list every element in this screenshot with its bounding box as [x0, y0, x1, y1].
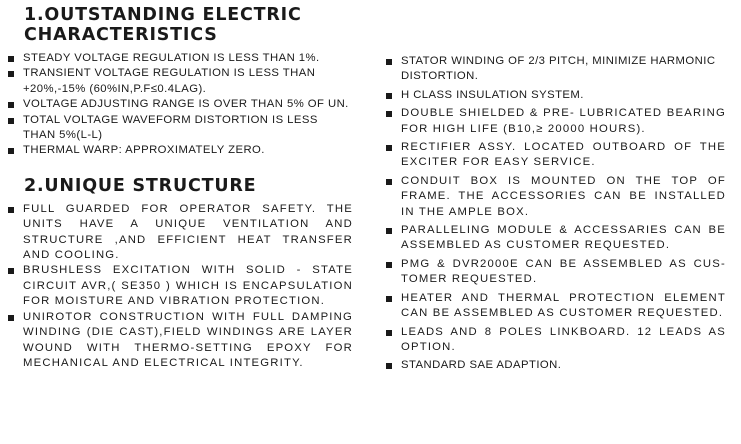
square-bullet-icon: [386, 179, 392, 185]
left-column: [8, 0, 353, 371]
list-item: DOUBLE SHIELDED & PRE- LUBRICATED BEARING FOR HIGH LIFE (B10,≥ 20000 HOURS).: [386, 106, 726, 137]
square-bullet-icon: [8, 148, 14, 154]
square-bullet-icon: [8, 118, 14, 124]
list-item: TRANSIENT VOLTAGE REGULATION IS LESS THAN +20%,-15% (60%IN,P.F≤0.4LAG).: [8, 66, 353, 97]
square-bullet-icon: [8, 207, 14, 213]
square-bullet-icon: [8, 56, 14, 62]
list-item: CONDUIT BOX IS MOUNTED ON THE TOP OF FRAME. THE ACCESSORIES CAN BE INSTALLED IN THE AMPLE BOX.: [386, 174, 726, 220]
square-bullet-icon: [386, 93, 392, 99]
square-bullet-icon: [8, 315, 14, 321]
square-bullet-icon: [386, 111, 392, 117]
list-item: H CLASS INSULATION SYSTEM.: [386, 88, 726, 103]
list-item: TOTAL VOLTAGE WAVEFORM DISTORTION IS LESS THAN 5%(L-L): [8, 113, 353, 144]
structure-features-list: [386, 54, 726, 374]
list-item: THERMAL WARP: APPROXIMATELY ZERO.: [8, 143, 353, 158]
square-bullet-icon: [386, 228, 392, 234]
square-bullet-icon: [8, 268, 14, 274]
list-item: RECTIFIER ASSY. LOCATED OUTBOARD OF THE EXCITER FOR EASY SERVICE.: [386, 140, 726, 171]
list-item: PMG & DVR2000E CAN BE ASSEMBLED AS CUS-TOMER REQUESTED.: [386, 257, 726, 288]
list-item: HEATER AND THERMAL PROTECTION ELEMENT CAN BE ASSEMBLED AS CUSTOMER REQUESTED.: [386, 291, 726, 322]
square-bullet-icon: [386, 296, 392, 302]
square-bullet-icon: [8, 102, 14, 108]
square-bullet-icon: [386, 363, 392, 369]
square-bullet-icon: [386, 262, 392, 268]
square-bullet-icon: [386, 330, 392, 336]
list-item: STANDARD SAE ADAPTION.: [386, 358, 726, 373]
right-column: [386, 48, 726, 377]
list-item: BRUSHLESS EXCITATION WITH SOLID - STATE CIRCUIT AVR,( SE350 ) WHICH IS ENCAPSULATION FOR MOISTURE AND VIBRATION PROTECTION.: [8, 263, 353, 309]
list-item: FULL GUARDED FOR OPERATOR SAFETY. THE UNITS HAVE A UNIQUE VENTILATION AND STRUCTURE ,AND EFFICIENT HEAT TRANSFER AND COOLING.: [8, 202, 353, 264]
list-item: STATOR WINDING OF 2/3 PITCH, MINIMIZE HARMONIC DISTORTION.: [386, 54, 726, 85]
list-item: VOLTAGE ADJUSTING RANGE IS OVER THAN 5% OF UN.: [8, 97, 353, 112]
square-bullet-icon: [8, 71, 14, 77]
square-bullet-icon: [386, 59, 392, 65]
section-2-title: 2.UNIQUE STRUCTURE: [24, 175, 257, 196]
unique-structure-list: [8, 202, 353, 371]
list-item: UNIROTOR CONSTRUCTION WITH FULL DAMPING WINDING (DIE CAST),FIELD WINDINGS ARE LAYER WOUND WITH THERMO-SETTING EPOXY FOR MECHANICAL AND ELECTRICAL INTEGRITY.: [8, 310, 353, 372]
electric-characteristics-list: [8, 51, 353, 159]
list-item: STEADY VOLTAGE REGULATION IS LESS THAN 1%.: [8, 51, 353, 66]
list-item: LEADS AND 8 POLES LINKBOARD. 12 LEADS AS OPTION.: [386, 325, 726, 356]
square-bullet-icon: [386, 145, 392, 151]
list-item: PARALLELING MODULE & ACCESSARIES CAN BE ASSEMBLED AS CUSTOMER REQUESTED.: [386, 223, 726, 254]
section-1-title: 1.OUTSTANDING ELECTRIC CHARACTERISTICS: [24, 5, 302, 45]
